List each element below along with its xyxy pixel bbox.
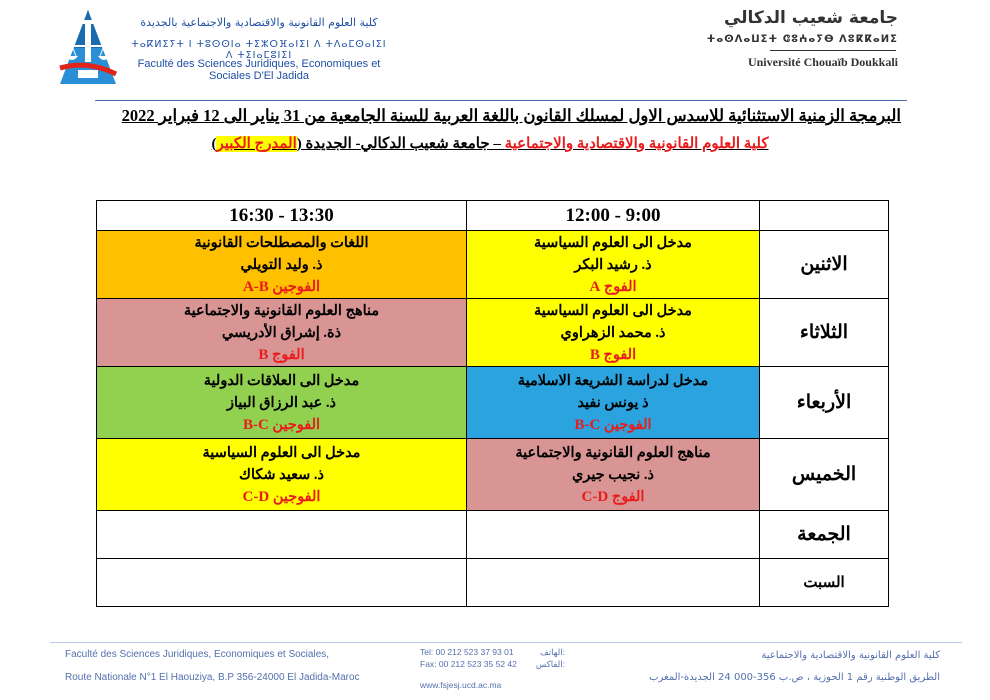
day-friday: الجمعة bbox=[760, 511, 889, 559]
table-row bbox=[97, 439, 889, 511]
session-tue-am bbox=[467, 299, 760, 367]
course-title: مدخل الى العلاقات الدولية bbox=[203, 372, 360, 389]
footer-contact bbox=[420, 646, 565, 691]
faculty-name-tifinagh: ⵜⴰⴽⵍⵉⵢⵜ ⵏ ⵜⵓⵙⵙⵏⴰ ⵜⵉⵣⵔⴼⴰⵏⵉⵏ ⴷ ⵜⴷⴰⵎⵙⴰⵏⵉⵏ ⴷ ⵜⵉⵏⴰⵎⵓⵏⵉⵏ bbox=[131, 39, 387, 61]
header-divider bbox=[95, 100, 907, 101]
time-slot-afternoon: 16:30 - 13:30 bbox=[97, 201, 467, 231]
course-title: اللغات والمصطلحات القانونية bbox=[194, 234, 369, 251]
schedule-table bbox=[96, 200, 889, 607]
professor-name: ذ. وليد التويلي bbox=[240, 256, 323, 273]
group-label: الفوجين C-D bbox=[242, 488, 321, 505]
university-name-french: Université Chouaïb Doukkali bbox=[747, 55, 898, 69]
day-saturday: السبت bbox=[760, 559, 889, 607]
table-row bbox=[97, 231, 889, 299]
document-subtitle bbox=[160, 134, 820, 153]
time-slot-morning: 12:00 - 9:00 bbox=[467, 201, 760, 231]
table-row bbox=[97, 559, 889, 607]
group-label: الفوجين B-C bbox=[574, 416, 652, 433]
footer-faculty-french: Faculté des Sciences Juridiques, Economiques et Sociales, bbox=[65, 649, 330, 660]
footer-divider bbox=[50, 642, 962, 643]
university-name-tifinagh: ⵜⴰⵙⴷⴰⵡⵉⵜ ⵛⵓⵄⴰⵢⴱ ⴷⵓⴽⴽⴰⵍⵉ bbox=[706, 34, 898, 45]
table-row bbox=[97, 367, 889, 439]
day-thursday: الخميس bbox=[760, 439, 889, 511]
course-title: مناهج العلوم القانونية والاجتماعية bbox=[515, 444, 711, 461]
course-title: مدخل لدراسة الشريعة الاسلامية bbox=[517, 372, 709, 389]
faculty-name-arabic: كلية العلوم القانونية والاقتصادية والاجتماعية بالجديدة bbox=[140, 16, 378, 29]
professor-name: ذ يونس نفيد bbox=[577, 394, 649, 411]
session-wed-am bbox=[467, 367, 760, 439]
session-tue-pm bbox=[97, 299, 467, 367]
session-thu-am bbox=[467, 439, 760, 511]
session-sat-pm bbox=[97, 559, 467, 607]
course-title: مناهج العلوم القانونية والاجتماعية bbox=[183, 302, 380, 319]
table-row bbox=[97, 511, 889, 559]
table-header-row bbox=[97, 201, 889, 231]
professor-name: ذة. إشراق الأدريسي bbox=[221, 324, 342, 341]
footer-faculty-arabic: كلية العلوم القانونية والاقتصادية والاجتماعية bbox=[761, 650, 940, 661]
corner-cell bbox=[760, 201, 889, 231]
professor-name: ذ. نجيب جيري bbox=[571, 466, 655, 483]
faculty-logo bbox=[58, 8, 118, 88]
course-title: مدخل الى العلوم السياسية bbox=[202, 444, 361, 461]
university-name-arabic: جامعة شعيب الدكالي bbox=[723, 8, 898, 28]
professor-name: ذ. عبد الرزاق البياز bbox=[227, 394, 336, 411]
group-label: الفوج A bbox=[589, 278, 637, 295]
session-mon-pm bbox=[97, 231, 467, 299]
day-tuesday: الثلاثاء bbox=[760, 299, 889, 367]
subtitle-faculty: كلية العلوم القانونية والاقتصادية والاجتماعية bbox=[504, 136, 769, 152]
subtitle-close: ) bbox=[211, 136, 217, 152]
session-fri-am bbox=[467, 511, 760, 559]
group-label: الفوجين B-C bbox=[242, 416, 321, 433]
group-label: الفوج B bbox=[589, 346, 637, 363]
group-label: الفوج B bbox=[258, 346, 305, 363]
group-label: الفوجين A-B bbox=[242, 278, 321, 295]
footer-website-link[interactable]: www.fsjesj.ucd.ac.ma bbox=[420, 680, 502, 690]
session-mon-am bbox=[467, 231, 760, 299]
document-title: البرمجة الزمنية الاستثنائية للاسدس الاول لمسلك القانون باللغة العربية للسنة الجامعية من 31 يناير الى 12 فبراير 2022 bbox=[121, 106, 901, 125]
day-monday: الاثنين bbox=[760, 231, 889, 299]
professor-name: ذ. سعيد شكاك bbox=[239, 466, 324, 483]
subtitle-university: – جامعة شعيب الدكالي- الجديدة ( bbox=[296, 136, 505, 152]
footer-address-french: Route Nationale N°1 El Haouziya, B.P 356-24000 El Jadida-Maroc bbox=[65, 672, 360, 683]
footer-fax: Fax: 00 212 523 35 52 42 bbox=[420, 659, 517, 669]
footer-tel-ar: الهاتف: bbox=[540, 647, 565, 657]
day-wednesday: الأربعاء bbox=[760, 367, 889, 439]
subtitle-venue: المدرج الكبير bbox=[216, 136, 297, 152]
session-sat-am bbox=[467, 559, 760, 607]
table-row bbox=[97, 299, 889, 367]
professor-name: ذ. رشيد البكر bbox=[574, 256, 652, 273]
group-label: الفوج C-D bbox=[581, 488, 645, 505]
footer-address-arabic: الطريق الوطنية رقم 1 الحوزية ، ص.ب 356-000 24 الجديدة-المغرب bbox=[649, 672, 940, 683]
session-wed-pm bbox=[97, 367, 467, 439]
faculty-name-french: Faculté des Sciences Juridiques, Economiques et Sociales D'El Jadida bbox=[137, 58, 381, 82]
session-fri-pm bbox=[97, 511, 467, 559]
course-title: مدخل الى العلوم السياسية bbox=[534, 302, 692, 319]
session-thu-pm bbox=[97, 439, 467, 511]
footer-fax-ar: الفاكس: bbox=[535, 659, 565, 669]
professor-name: ذ. محمد الزهراوي bbox=[560, 324, 666, 341]
footer-tel: Tel: 00 212 523 37 93 01 bbox=[420, 647, 514, 657]
university-logo-divider bbox=[770, 50, 896, 51]
course-title: مدخل الى العلوم السياسية bbox=[534, 234, 692, 251]
